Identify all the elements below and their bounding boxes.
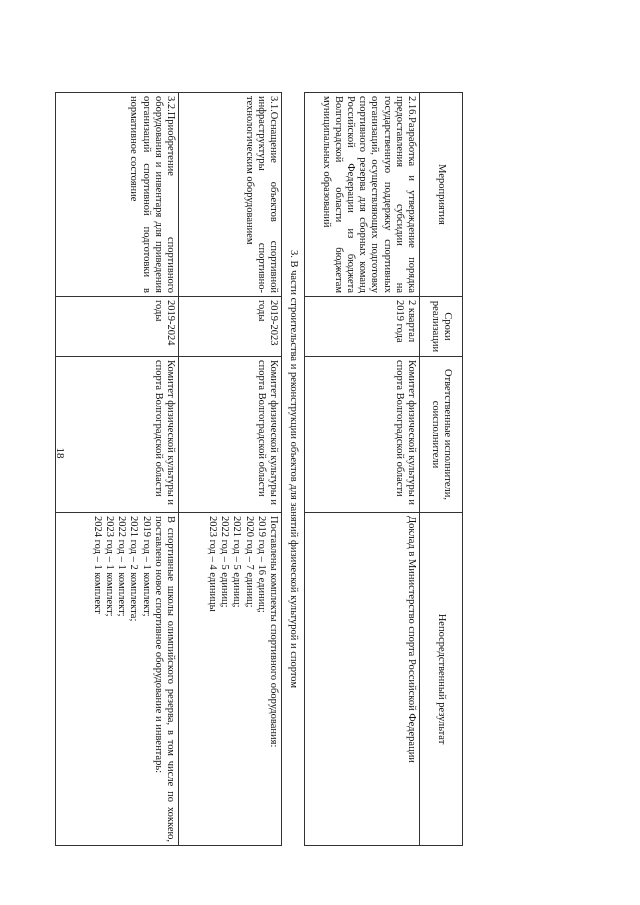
header-period: Сроки реализации [420, 297, 463, 357]
result-line: 2023 год – 4 единицы [206, 516, 218, 612]
row-3-2-period: 2019-2024 годы [56, 297, 179, 357]
table-header-row [420, 93, 463, 846]
row-2-16-period: 2 квартал 2019 года [305, 297, 420, 357]
table-row [305, 93, 420, 846]
result-line: 2021 год – 5 единиц; [231, 516, 243, 608]
page-number: 18 [54, 447, 66, 459]
table-row [56, 93, 179, 846]
result-intro: В спортивные школы олимпийского резерва, в том числе по хоккею, поставлено новое спортивное оборудование и инвентарь: [152, 516, 176, 843]
result-line: 2019 год – 16 единиц; [255, 516, 267, 613]
header-responsible: Ответственные исполнители, соисполнители [420, 357, 463, 513]
result-line: 2023 год – 1 комплект; [103, 516, 115, 617]
row-2-16-responsible: Комитет физической культуры и спорта Волгоградской области [305, 357, 420, 513]
result-line: 2022 год – 5 единиц; [219, 516, 231, 608]
table-row [179, 93, 282, 846]
header-activities: Мероприятия [420, 93, 463, 297]
result-intro: Поставлены комплекты спортивного оборудования: [268, 516, 279, 748]
section-3-title: 3. В части строительства и реконструкции объектов для занятий физической культурой и спортом [282, 93, 305, 846]
header-result: Непосредственный результат [420, 513, 463, 846]
row-2-16-activity: 2.16.Разработка и утверждение порядка предоставления субсидии на государственную поддержку спортивных организаций, осуществляющих подготовку спортивного резерва для сборных команд Российской Федерации из бюджета Волгоградской области бюджетам муниципальных образований [305, 93, 420, 297]
result-line: 2021 год – 2 комплекта; [128, 516, 140, 622]
measures-table [55, 92, 463, 846]
result-line: 2024 год – 1 комплект [91, 516, 103, 614]
result-line: 2020 год – 7 единиц; [243, 516, 255, 608]
row-3-2-responsible: Комитет физической культуры и спорта Волгоградской области [56, 357, 179, 513]
row-2-16-result: Доклад в Министерство спорта Российской Федерации [305, 513, 420, 846]
row-3-2-activity: 3.2.Приобретение спортивного оборудования и инвентаря для приведения организаций спортивной подготовки в нормативное состояние [56, 93, 179, 297]
result-line: 2019 год – 1 комплект; [140, 516, 152, 617]
row-3-2-result [56, 513, 179, 846]
result-line: 2022 год – 1 комплект; [116, 516, 128, 617]
section-heading-row [282, 93, 305, 846]
rotated-page [93, 92, 463, 845]
row-3-1-result [179, 513, 282, 846]
row-3-1-period: 2019-2023 годы [179, 297, 282, 357]
row-3-1-activity: 3.1.Оснащение объектов спортивной инфраструктуры спортивно-технологическим оборудованием [179, 93, 282, 297]
row-3-1-responsible: Комитет физической культуры и спорта Волгоградской области [179, 357, 282, 513]
